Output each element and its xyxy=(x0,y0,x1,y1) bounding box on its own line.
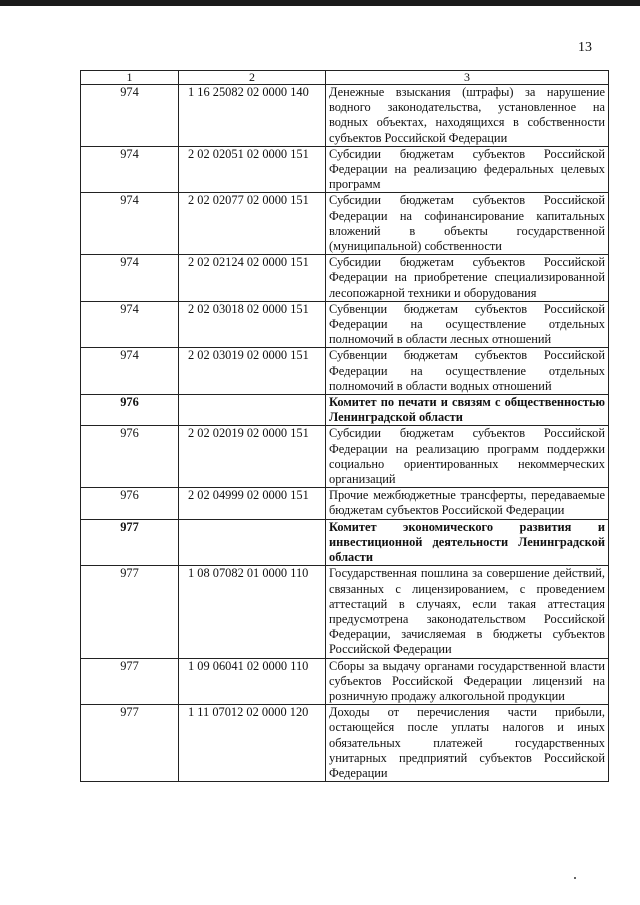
admin-code-cell: 976 xyxy=(81,488,179,519)
budget-code-cell: 1 09 06041 02 0000 110 xyxy=(179,658,326,705)
admin-code-cell: 974 xyxy=(81,348,179,395)
revenue-name-cell: Субсидии бюджетам субъектов Российской Федерации на реализацию федеральных целевых программ xyxy=(326,146,609,193)
table-row xyxy=(81,85,609,147)
budget-code-cell: 2 02 02019 02 0000 151 xyxy=(179,426,326,488)
admin-code-cell: 977 xyxy=(81,519,179,566)
column-header-3: 3 xyxy=(326,71,609,85)
budget-code-cell: 2 02 03018 02 0000 151 xyxy=(179,301,326,348)
admin-code-cell: 974 xyxy=(81,255,179,302)
scan-edge xyxy=(0,0,640,6)
budget-code-cell xyxy=(179,519,326,566)
table-header-row xyxy=(81,71,609,85)
revenue-name-cell: Комитет по печати и связям с общественностью Ленинградской области xyxy=(326,395,609,426)
table-row xyxy=(81,658,609,705)
revenue-name-cell: Субвенции бюджетам субъектов Российской Федерации на осуществление отдельных полномочий в области водных отношений xyxy=(326,348,609,395)
table-row xyxy=(81,426,609,488)
table-row xyxy=(81,193,609,255)
table-body xyxy=(81,85,609,782)
budget-code-cell: 1 08 07082 01 0000 110 xyxy=(179,566,326,658)
admin-code-cell: 977 xyxy=(81,566,179,658)
revenue-name-cell: Комитет экономического развития и инвестиционной деятельности Ленинградской области xyxy=(326,519,609,566)
column-header-2: 2 xyxy=(179,71,326,85)
admin-code-cell: 974 xyxy=(81,193,179,255)
column-header-1: 1 xyxy=(81,71,179,85)
budget-code-cell: 2 02 02124 02 0000 151 xyxy=(179,255,326,302)
budget-code-cell: 2 02 02051 02 0000 151 xyxy=(179,146,326,193)
revenue-name-cell: Прочие межбюджетные трансферты, передаваемые бюджетам субъектов Российской Федерации xyxy=(326,488,609,519)
budget-code-cell: 2 02 02077 02 0000 151 xyxy=(179,193,326,255)
admin-code-cell: 977 xyxy=(81,658,179,705)
budget-code-cell xyxy=(179,395,326,426)
admin-code-cell: 974 xyxy=(81,146,179,193)
table-row xyxy=(81,395,609,426)
budget-code-cell: 2 02 04999 02 0000 151 xyxy=(179,488,326,519)
revenue-codes-table xyxy=(80,70,609,782)
admin-code-cell: 976 xyxy=(81,426,179,488)
table-row xyxy=(81,519,609,566)
budget-code-cell: 1 16 25082 02 0000 140 xyxy=(179,85,326,147)
admin-code-cell: 977 xyxy=(81,705,179,782)
budget-code-cell: 2 02 03019 02 0000 151 xyxy=(179,348,326,395)
scan-speck xyxy=(574,877,576,879)
table-row xyxy=(81,705,609,782)
table-row xyxy=(81,146,609,193)
table-row xyxy=(81,488,609,519)
table-row xyxy=(81,348,609,395)
table-row xyxy=(81,301,609,348)
table-row xyxy=(81,255,609,302)
budget-code-cell: 1 11 07012 02 0000 120 xyxy=(179,705,326,782)
admin-code-cell: 976 xyxy=(81,395,179,426)
revenue-name-cell: Субсидии бюджетам субъектов Российской Федерации на реализацию программ поддержки социально ориентированных некоммерческих организаций xyxy=(326,426,609,488)
revenue-name-cell: Денежные взыскания (штрафы) за нарушение водного законодательства, установленное на водных объектах, находящихся в собственности субъектов Российской Федерации xyxy=(326,85,609,147)
table-row xyxy=(81,566,609,658)
admin-code-cell: 974 xyxy=(81,85,179,147)
page-number: 13 xyxy=(578,40,592,55)
revenue-name-cell: Доходы от перечисления части прибыли, остающейся после уплаты налогов и иных обязательных платежей государственных унитарных предприятий субъектов Российской Федерации xyxy=(326,705,609,782)
admin-code-cell: 974 xyxy=(81,301,179,348)
revenue-name-cell: Субсидии бюджетам субъектов Российской Федерации на приобретение специализированной лесопожарной техники и оборудования xyxy=(326,255,609,302)
revenue-name-cell: Сборы за выдачу органами государственной власти субъектов Российской Федерации лицензий на розничную продажу алкогольной продукции xyxy=(326,658,609,705)
revenue-name-cell: Государственная пошлина за совершение действий, связанных с лицензированием, с проведением аттестаций в случаях, если такая аттестация предусмотрена законодательством Российской Федерации, зачисляемая в бюджеты субъектов Российской Федерации xyxy=(326,566,609,658)
revenue-name-cell: Субвенции бюджетам субъектов Российской Федерации на осуществление отдельных полномочий в области лесных отношений xyxy=(326,301,609,348)
revenue-name-cell: Субсидии бюджетам субъектов Российской Федерации на софинансирование капитальных вложений в объекты государственной (муниципальной) собственности xyxy=(326,193,609,255)
